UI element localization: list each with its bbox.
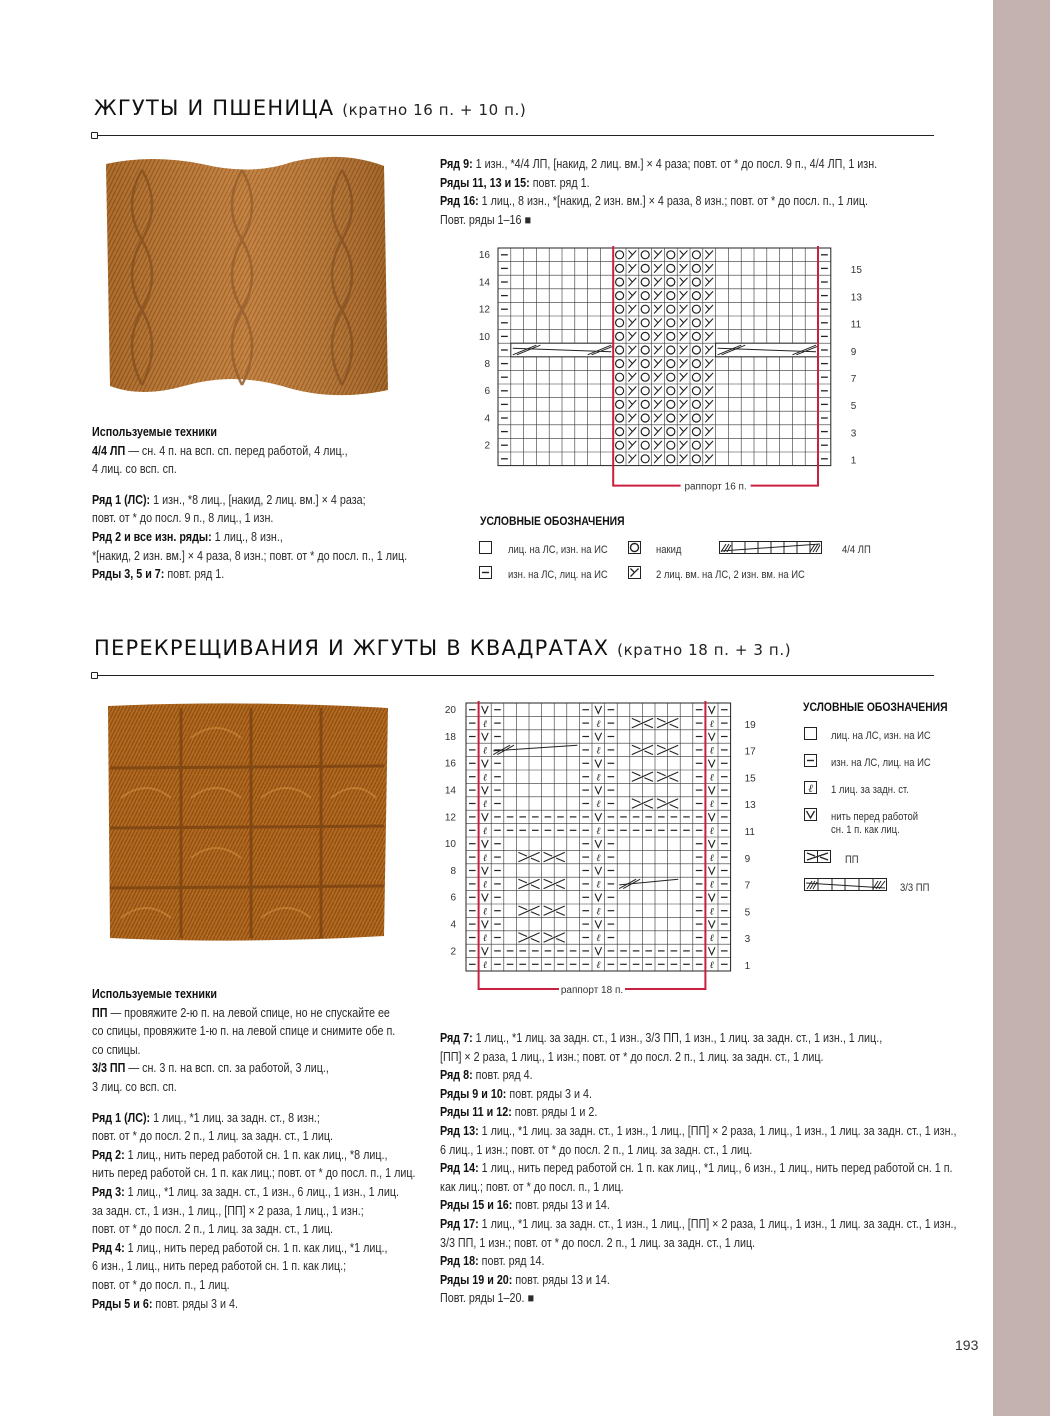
section1-techniques-title: Используемые техники xyxy=(92,425,217,439)
row-number: 16 xyxy=(444,758,456,770)
row-number: 10 xyxy=(444,839,456,851)
instruction-label: Ряды 3, 5 и 7: xyxy=(92,567,165,582)
section2-legend xyxy=(803,700,983,900)
instruction-label: Ряд 16: xyxy=(440,194,479,209)
instruction-line xyxy=(92,1239,416,1258)
instruction-line xyxy=(440,1178,957,1197)
legend-label: изн. на ЛС, лиц. на ИС xyxy=(831,757,931,769)
section2-techniques-title: Используемые техники xyxy=(92,987,217,1001)
twisted-knit-mark: ℓ xyxy=(596,933,601,945)
instruction-text: повт. ряды 13 и 14. xyxy=(512,1198,610,1213)
section1-legend xyxy=(478,514,898,584)
row-number: 3 xyxy=(850,428,857,440)
instruction-label: Ряд 1 (ЛС): xyxy=(92,1110,151,1125)
instruction-text: нить перед работой сн. 1 п. как лиц.; повт. от * до посл. п., 1 лиц. xyxy=(92,1166,416,1181)
row-number: 9 xyxy=(850,346,857,358)
instruction-text: 6 изн., 1 лиц., нить перед работой сн. 1 п. как лиц.; xyxy=(92,1259,347,1274)
section1-multiple: (кратно 16 п. + 10 п.) xyxy=(342,101,527,119)
repeat-label: раппорт 18 п. xyxy=(560,985,624,996)
empty-square-icon xyxy=(805,728,817,740)
instruction-label: Ряд 17: xyxy=(440,1216,479,1231)
section1-legend-title: УСЛОВНЫЕ ОБОЗНАЧЕНИЯ xyxy=(480,516,625,528)
row-number: 5 xyxy=(744,907,751,919)
twisted-knit-mark: ℓ xyxy=(709,852,714,864)
twisted-knit-mark: ℓ xyxy=(482,879,487,891)
instruction-line xyxy=(92,1202,416,1221)
instruction-label: Ряд 3: xyxy=(92,1184,125,1199)
section2-legend-title: УСЛОВНЫЕ ОБОЗНАЧЕНИЯ xyxy=(803,702,948,714)
instruction-line xyxy=(92,1041,416,1060)
legend-label: нить перед работой xyxy=(831,811,919,823)
section2-text-left xyxy=(92,985,416,1313)
twisted-knit-mark: ℓ xyxy=(596,745,601,757)
instruction-line xyxy=(440,1103,957,1122)
row-number: 13 xyxy=(744,800,756,812)
row-number: 8 xyxy=(484,359,490,370)
chart1-grid xyxy=(498,248,831,466)
legend-label: 4/4 ЛП xyxy=(842,544,871,556)
instruction-text: со спицы. xyxy=(92,1042,141,1057)
instruction-line xyxy=(92,1295,416,1314)
instruction-text: Повт. ряды 1–16 ■ xyxy=(440,212,531,227)
row-number: 15 xyxy=(744,773,756,785)
row-number: 3 xyxy=(744,934,751,946)
row-number: 7 xyxy=(850,373,857,385)
instruction-line xyxy=(92,491,407,510)
instruction-line xyxy=(92,1257,416,1276)
twisted-knit-mark: ℓ xyxy=(709,745,714,757)
twisted-knit-mark: ℓ xyxy=(482,826,487,837)
instruction-line xyxy=(440,1289,957,1308)
instruction-label: 4/4 ЛП xyxy=(92,443,126,458)
row-number: 4 xyxy=(450,919,456,931)
instruction-text: 1 лиц., *1 лиц. за задн. ст., 1 изн., 1 лиц., [ПП] × 2 раза, 1 лиц., 1 изн., 1 лиц. за задн. ст., 1 изн., xyxy=(478,1123,957,1138)
instruction-text: 1 лиц., нить перед работой сн. 1 п. как лиц., *1 лиц., 6 изн., 1 лиц., нить перед работой сн. 1 п. xyxy=(478,1161,953,1176)
paragraph-gap xyxy=(92,479,407,491)
instruction-line xyxy=(440,1085,957,1104)
instruction-line xyxy=(440,211,877,230)
twisted-knit-mark: ℓ xyxy=(709,879,714,891)
section1-legend-symbols-b xyxy=(627,540,647,584)
instruction-text: *[накид, 2 изн. вм.] × 4 раза, 8 изн.; повт. от * до посл. п., 1 лиц. xyxy=(92,548,408,563)
section1-title: ЖГУТЫ И ПШЕНИЦА (кратно 16 п. + 10 п.) xyxy=(94,96,527,120)
section1-chart xyxy=(470,240,890,500)
instruction-text: 3 лиц. со всп. сп. xyxy=(92,1079,177,1094)
twisted-knit-mark: ℓ xyxy=(709,718,714,730)
instruction-line xyxy=(440,1066,957,1085)
row-number: 8 xyxy=(450,865,456,877)
instruction-label: Ряд 2: xyxy=(92,1147,125,1162)
instruction-text: [ПП] × 2 раза, 1 лиц., 1 изн.; повт. от * до посл. 2 п., 1 лиц. за задн. ст., 1 лиц. xyxy=(440,1049,824,1064)
instruction-line xyxy=(440,192,877,211)
row-number: 17 xyxy=(744,746,756,758)
row-number: 9 xyxy=(744,853,751,865)
instruction-text: — сн. 4 п. на всп. сп. перед работой, 4 лиц., xyxy=(125,443,348,458)
section2-rule xyxy=(94,675,934,676)
section2-text-right xyxy=(440,1029,957,1308)
instruction-line xyxy=(92,460,407,479)
repeat-label: раппорт 16 п. xyxy=(684,481,747,493)
instruction-label: Ряд 14: xyxy=(440,1161,479,1176)
section1-swatch-photo xyxy=(92,150,402,415)
row-number: 7 xyxy=(744,880,751,892)
instruction-text: 1 лиц., *1 лиц. за задн. ст., 1 изн., 6 лиц., 1 изн., 1 лиц. xyxy=(124,1184,399,1199)
row-number: 13 xyxy=(850,292,862,304)
instruction-text: 4 лиц. со всп. сп. xyxy=(92,462,177,477)
twisted-knit-mark: ℓ xyxy=(709,826,714,837)
instruction-line xyxy=(440,1159,957,1178)
instruction-label: Ряд 7: xyxy=(440,1031,473,1045)
instruction-text: за задн. ст., 1 изн., 1 лиц., [ПП] × 2 раза, 1 лиц., 1 изн.; xyxy=(92,1203,364,1218)
instruction-line xyxy=(440,174,877,193)
instruction-text: повт. ряды 13 и 14. xyxy=(512,1272,610,1287)
section1-text-right xyxy=(440,155,877,229)
instruction-text: повт. ряды 3 и 4. xyxy=(152,1296,238,1311)
row-number: 18 xyxy=(444,731,456,743)
section1-legend-symbols-a xyxy=(478,540,498,584)
row-number: 4 xyxy=(484,413,490,425)
instruction-text: 6 лиц., 1 изн.; повт. от * до посл. 2 п., 1 лиц. за задн. ст., 1 лиц. xyxy=(440,1142,753,1157)
row-number: 15 xyxy=(850,265,862,277)
row-number: 1 xyxy=(850,455,857,467)
instruction-label: Ряд 18: xyxy=(440,1254,479,1269)
legend-label: 2 лиц. вм. на ЛС, 2 изн. вм. на ИС xyxy=(656,569,805,581)
instruction-label: Ряды 11 и 12: xyxy=(440,1105,512,1120)
twisted-knit-mark: ℓ xyxy=(596,906,601,918)
instruction-text: 1 изн., *4/4 ЛП, [накид, 2 лиц. вм.] × 4 раза; повт. от * до посл. 9 п., 4/4 ЛП, 1 изн. xyxy=(472,157,878,171)
instruction-text: повт. ряды 3 и 4. xyxy=(506,1086,592,1101)
instruction-text: 1 лиц., *1 лиц. за задн. ст., 1 изн., 1 лиц., [ПП] × 2 раза, 1 лиц., 1 изн., 1 лиц. за задн. ст., 1 изн., xyxy=(478,1216,957,1231)
row-number: 1 xyxy=(744,960,751,972)
row-number: 11 xyxy=(850,319,862,331)
instruction-text: повт. от * до посл. 2 п., 1 лиц. за задн. ст., 1 лиц. xyxy=(92,1222,334,1237)
instruction-label: ПП xyxy=(92,1005,108,1020)
row-number: 19 xyxy=(744,719,756,731)
twisted-knit-mark: ℓ xyxy=(482,772,487,784)
instruction-line xyxy=(92,1220,416,1239)
row-number: 20 xyxy=(444,705,456,717)
instruction-text: 1 лиц., 8 изн., xyxy=(211,529,283,544)
instruction-text: повт. от * до посл. 9 п., 8 лиц., 1 изн. xyxy=(92,511,274,526)
twisted-knit-mark: ℓ xyxy=(596,960,601,971)
twisted-knit-mark: ℓ xyxy=(709,799,714,811)
instruction-line xyxy=(440,155,877,174)
row-number: 6 xyxy=(484,386,490,398)
instruction-line xyxy=(92,1078,416,1097)
legend-label: лиц. на ЛС, изн. на ИС xyxy=(831,730,931,742)
instruction-line xyxy=(440,1271,957,1290)
instruction-line xyxy=(440,1234,957,1253)
twisted-knit-mark: ℓ xyxy=(482,852,487,864)
instruction-text: 1 лиц., нить перед работой сн. 1 п. как лиц., *8 лиц., xyxy=(124,1147,388,1162)
instruction-line xyxy=(440,1029,957,1048)
twisted-knit-mark: ℓ xyxy=(709,772,714,784)
instruction-label: Ряды 11, 13 и 15: xyxy=(440,175,530,190)
row-number: 14 xyxy=(444,785,456,797)
row-number: 11 xyxy=(744,826,755,838)
instruction-line xyxy=(92,509,407,528)
instruction-text: повт. от * до посл. 2 п., 1 лиц. за задн. ст., 1 лиц. xyxy=(92,1129,334,1144)
twisted-knit-mark: ℓ xyxy=(596,772,601,784)
instruction-text: повт. ряд 1. xyxy=(529,175,590,190)
legend-label: 1 лиц. за задн. ст. xyxy=(831,784,909,796)
svg-text:ℓ: ℓ xyxy=(808,782,813,795)
section2-multiple: (кратно 18 п. + 3 п.) xyxy=(617,641,792,659)
paragraph-gap xyxy=(92,1097,416,1109)
instruction-text: 1 лиц., *1 лиц. за задн. ст., 1 изн., 3/3 ПП, 1 изн., 1 лиц. за задн. ст., 1 изн., 1 лиц., xyxy=(472,1031,883,1045)
instruction-line xyxy=(92,1004,416,1023)
instruction-text: повт. ряды 1 и 2. xyxy=(511,1105,598,1120)
instruction-line xyxy=(92,1127,416,1146)
instruction-label: Ряды 9 и 10: xyxy=(440,1086,507,1101)
legend-label: изн. на ЛС, лиц. на ИС xyxy=(508,569,608,581)
instruction-text: 1 лиц., *1 лиц. за задн. ст., 8 изн.; xyxy=(150,1110,320,1125)
twisted-knit-mark: ℓ xyxy=(482,799,487,811)
instruction-label: Ряды 5 и 6: xyxy=(92,1296,153,1311)
legend-label: накид xyxy=(656,544,682,556)
instruction-label: Ряд 13: xyxy=(440,1123,479,1138)
instruction-line xyxy=(92,1164,416,1183)
instruction-label: Ряд 1 (ЛС): xyxy=(92,492,151,507)
legend-label: 3/3 ПП xyxy=(900,882,930,894)
instruction-text: как лиц.; повт. от * до посл. п., 1 лиц. xyxy=(440,1179,624,1194)
instruction-line xyxy=(92,1109,416,1128)
empty-square-icon xyxy=(480,542,492,554)
instruction-text: 1 изн., *8 лиц., [накид, 2 лиц. вм.] × 4 раза; xyxy=(150,492,366,507)
row-number: 12 xyxy=(444,812,456,824)
twisted-knit-mark: ℓ xyxy=(709,933,714,945)
instruction-line xyxy=(440,1122,957,1141)
section1-text-left xyxy=(92,423,407,584)
instruction-label: Ряд 2 и все изн. ряды: xyxy=(92,529,212,544)
twisted-knit-mark: ℓ xyxy=(596,718,601,730)
instruction-line xyxy=(92,1183,416,1202)
instruction-text: 3/3 ПП, 1 изн.; повт. от * до посл. 2 п., 1 лиц. за задн. ст., 1 лиц. xyxy=(440,1235,756,1250)
instruction-line xyxy=(92,1059,416,1078)
twisted-knit-mark: ℓ xyxy=(482,933,487,945)
cable-4-4-icon xyxy=(718,540,824,556)
instruction-label: Ряд 9: xyxy=(440,157,473,171)
instruction-label: Ряд 8: xyxy=(440,1068,473,1083)
legend-label: ПП xyxy=(845,854,859,866)
instruction-text: — сн. 3 п. на всп. сп. за работой, 3 лиц., xyxy=(125,1061,329,1076)
instruction-text: повт. ряд 14. xyxy=(478,1254,545,1269)
page-sidebar-strip xyxy=(993,0,1050,1416)
row-number: 6 xyxy=(450,892,456,904)
instruction-text: 1 лиц., 8 изн., *[накид, 2 изн. вм.] × 4 раза, 8 изн.; повт. от * до посл. п., 1 лиц. xyxy=(478,194,868,209)
twisted-knit-mark: ℓ xyxy=(596,826,601,837)
instruction-label: Ряды 15 и 16: xyxy=(440,1198,513,1213)
section2-title: ПЕРЕКРЕЩИВАНИЯ И ЖГУТЫ В КВАДРАТАХ (кратно 18 п. + 3 п.) xyxy=(94,636,792,660)
instruction-line xyxy=(440,1252,957,1271)
instruction-line xyxy=(92,442,407,461)
instruction-line xyxy=(92,565,407,584)
instruction-text: — провяжите 2-ю п. на левой спице, но не спускайте ее xyxy=(107,1005,390,1020)
section2-chart xyxy=(440,695,780,1005)
instruction-line xyxy=(92,1276,416,1295)
row-number: 5 xyxy=(850,401,857,413)
instruction-text: Повт. ряды 1–20. ■ xyxy=(440,1291,534,1306)
row-number: 14 xyxy=(478,277,490,289)
instruction-line xyxy=(92,1146,416,1165)
instruction-line xyxy=(440,1141,957,1160)
twisted-knit-mark: ℓ xyxy=(596,852,601,864)
instruction-label: 3/3 ПП xyxy=(92,1061,126,1076)
instruction-text: повт. ряд 4. xyxy=(472,1068,533,1083)
row-number: 12 xyxy=(478,304,490,316)
instruction-text: повт. ряд 1. xyxy=(164,567,225,582)
instruction-line xyxy=(92,547,407,566)
instruction-label: Ряды 19 и 20: xyxy=(440,1272,513,1287)
instruction-text: повт. от * до посл. п., 1 лиц. xyxy=(92,1277,230,1292)
instruction-line xyxy=(440,1215,957,1234)
twisted-knit-mark: ℓ xyxy=(709,906,714,918)
page-number: 193 xyxy=(955,1337,979,1353)
instruction-line xyxy=(92,1022,416,1041)
twisted-knit-mark: ℓ xyxy=(596,879,601,891)
chart2-grid xyxy=(466,703,731,971)
twisted-knit-mark: ℓ xyxy=(596,799,601,811)
instruction-line xyxy=(440,1196,957,1215)
instruction-text: со спицы, провяжите 1-ю п. на левой спице и снимите обе п. xyxy=(92,1024,396,1039)
twisted-knit-mark: ℓ xyxy=(709,960,714,971)
row-number: 10 xyxy=(478,331,490,343)
instruction-text: 1 лиц., нить перед работой сн. 1 п. как лиц., *1 лиц., xyxy=(124,1240,388,1255)
row-number: 2 xyxy=(484,440,490,452)
instruction-label: Ряд 4: xyxy=(92,1240,125,1255)
instruction-line xyxy=(440,1048,957,1067)
twisted-knit-mark: ℓ xyxy=(482,745,487,757)
legend-label: сн. 1 п. как лиц. xyxy=(831,824,900,836)
row-number: 16 xyxy=(478,250,490,262)
twisted-knit-mark: ℓ xyxy=(482,906,487,918)
twisted-knit-mark: ℓ xyxy=(482,960,487,971)
instruction-line xyxy=(92,528,407,547)
twisted-knit-mark: ℓ xyxy=(482,718,487,730)
row-number: 2 xyxy=(450,946,456,958)
section1-rule xyxy=(94,135,934,136)
section2-swatch-photo xyxy=(96,698,396,948)
legend-label: лиц. на ЛС, изн. на ИС xyxy=(508,544,608,556)
